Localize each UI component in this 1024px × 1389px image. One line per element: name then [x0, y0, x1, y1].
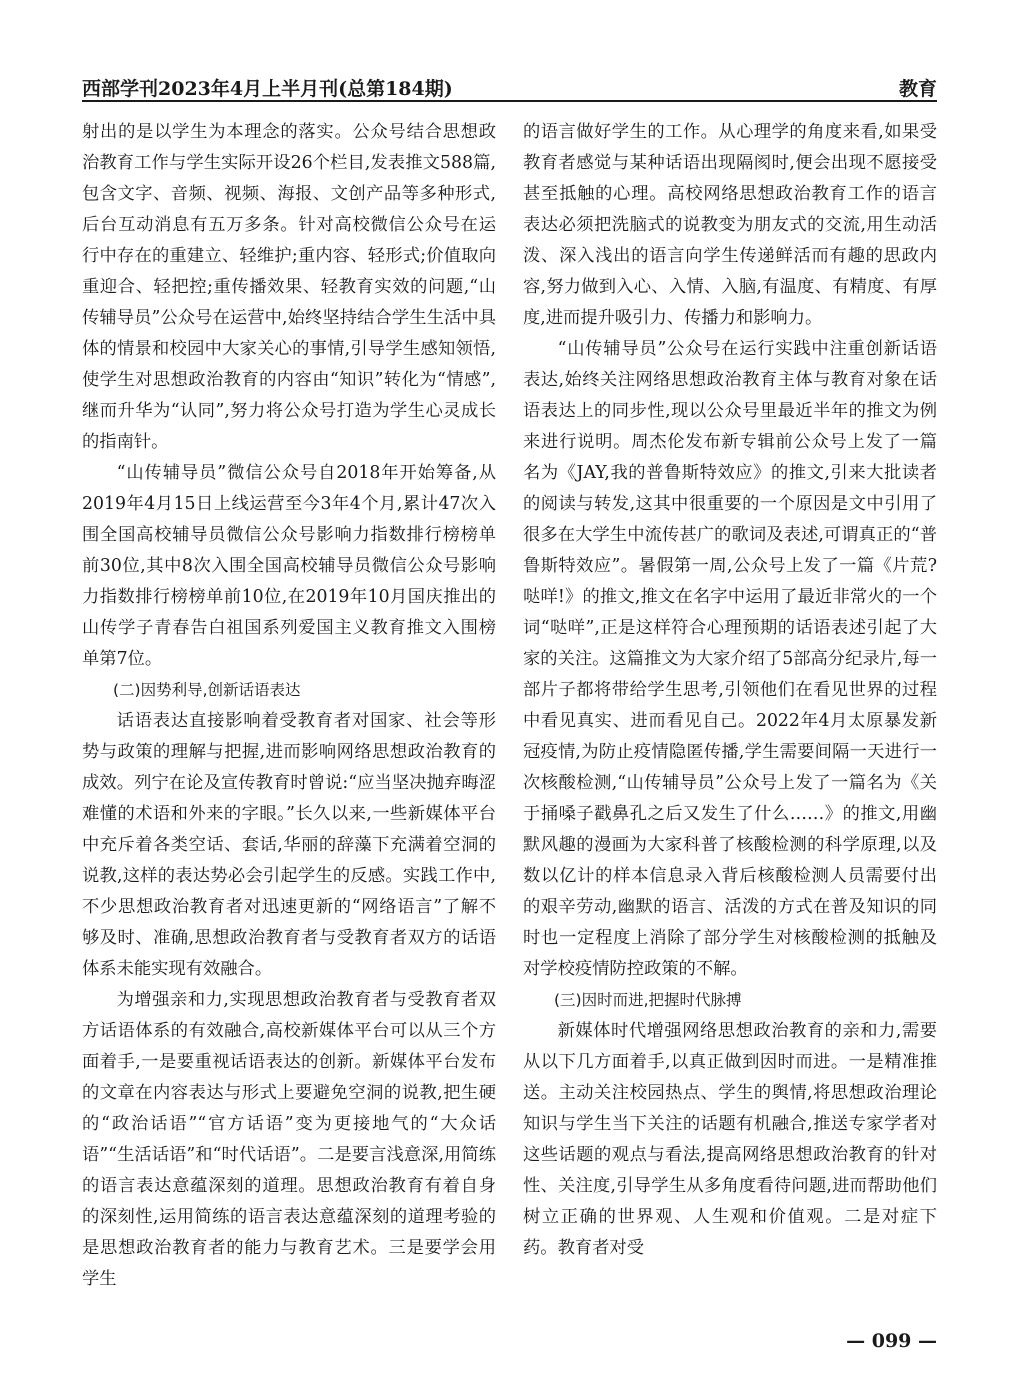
left-column — [82, 117, 496, 1295]
page-number: — 099 — — [846, 1330, 937, 1352]
journal-title: 西部学刊2023年4月上半月刊(总第184期) — [82, 78, 453, 100]
left-paragraph-4: 为增强亲和力,实现思想政治教育者与受教育者双方话语体系的有效融合,高校新媒体平台可以从三个方面着手,一是要重视话语表达的创新。新媒体平台发布的文章在内容表达与形式上要避免空洞的说教,把生硬的“政治话语”“官方话语”变为更接地气的“大众话语”“生活话语”和“时代话语”。二是要言浅意深,用简练的语言表达意蕴深刻的道理。思想政治教育有着自身的深刻性,运用简练的语言表达意蕴深刻的道理考验的是思想政治教育者的能力与教育艺术。三是要学会用学生 — [82, 990, 496, 1289]
section-heading-3: (三)因时而进,把握时代脉搏 — [554, 991, 742, 1009]
right-paragraph-2: “山传辅导员”公众号在运行实践中注重创新话语表达,始终关注网络思想政治教育主体与教育对象在话语表达上的同步性,现以公众号里最近半年的推文为例来进行说明。周杰伦发布新专辑前公众号上发了一篇名为《JAY,我的普鲁斯特效应》的推文,引来大批读者的阅读与转发,这其中很重要的一个原因是文中引用了很多在大学生中流传甚广的歌词及表述,可谓真正的“普鲁斯特效应”。暑假第一周,公众号上发了一篇《片荒? 哒咩!》的推文,推文在名字中运用了最近非常火的一个词“哒咩”,正是这样符合心理预期的话语表述引起了大家的关注。这篇推文为大家介绍了5部高分纪录片,每一部片子都将带给学生思考,引领他们在看见世界的过程中看见真实、进而看见自己。2022年4月太原暴发新冠疫情,为防止疫情隐匿传播,学生需要间隔一天进行一次核酸检测,“山传辅导员”公众号上发了一篇名为《关于捅嗓子戳鼻孔之后又发生了什么……》的推文,用幽默风趣的漫画为大家科普了核酸检测的科学原理,以及数以亿计的样本信息录入背后核酸检测人员需要付出的艰辛劳动,幽默的语言、活泼的方式在普及知识的同时也一定程度上消除了部分学生对核酸检测的抵触及对学校疫情防控政策的不解。 — [523, 339, 937, 979]
running-header — [82, 74, 937, 102]
left-paragraph-1: 射出的是以学生为本理念的落实。公众号结合思想政治教育工作与学生实际开设26个栏目,发表推文588篇,包含文字、音频、视频、海报、文创产品等多种形式,后台互动消息有五万多条。针对高校微信公众号在运行中存在的重建立、轻维护;重内容、轻形式;价值取向重迎合、轻把控;重传播效果、轻教育实效的问题,“山传辅导员”公众号在运营中,始终坚持结合学生生活中具体的情景和校园中大家关心的事情,引导学生感知领悟,使学生对思想政治教育的内容由“知识”转化为“情感”,继而升华为“认同”,努力将公众号打造为学生心灵成长的指南针。 — [82, 122, 496, 452]
section-heading-2: (二)因势利导,创新话语表达 — [113, 681, 301, 699]
section-name: 教育 — [898, 78, 937, 100]
left-paragraph-2: “山传辅导员”微信公众号自2018年开始筹备,从2019年4月15日上线运营至今3年4个月,累计47次入围全国高校辅导员微信公众号影响力指数排行榜榜单前30位,其中8次入围全国高校辅导员微信公众号影响力指数排行榜榜单前10位,在2019年10月国庆推出的山传学子青春告白祖国系列爱国主义教育推文入围榜单第7位。 — [82, 463, 496, 669]
right-column — [523, 117, 937, 1264]
right-paragraph-1: 的语言做好学生的工作。从心理学的角度来看,如果受教育者感觉与某种话语出现隔阂时,便会出现不愿接受甚至抵触的心理。高校网络思想政治教育工作的语言表达必须把洗脑式的说教变为朋友式的交流,用生动活泼、深入浅出的语言向学生传递鲜活而有趣的思政内容,努力做到入心、入情、入脑,有温度、有精度、有厚度,进而提升吸引力、传播力和影响力。 — [523, 122, 937, 328]
left-paragraph-3: 话语表达直接影响着受教育者对国家、社会等形势与政策的理解与把握,进而影响网络思想政治教育的成效。列宁在论及宣传教育时曾说:“应当坚决抛弃晦涩难懂的术语和外来的字眼。”长久以来,一些新媒体平台中充斥着各类空话、套话,华丽的辞藻下充满着空洞的说教,这样的表达势必会引起学生的反感。实践工作中,不少思想政治教育者对迅速更新的“网络语言”了解不够及时、准确,思想政治教育者与受教育者双方的话语体系未能实现有效融合。 — [82, 711, 496, 979]
right-paragraph-3: 新媒体时代增强网络思想政治教育的亲和力,需要从以下几方面着手,以真正做到因时而进。一是精准推送。主动关注校园热点、学生的舆情,将思想政治理论知识与学生当下关注的话题有机融合,推送专家学者对这些话题的观点与看法,提高网络思想政治教育的针对性、关注度,引导学生从多角度看待问题,进而帮助他们树立正确的世界观、人生观和价值观。二是对症下药。教育者对受 — [523, 1021, 937, 1258]
